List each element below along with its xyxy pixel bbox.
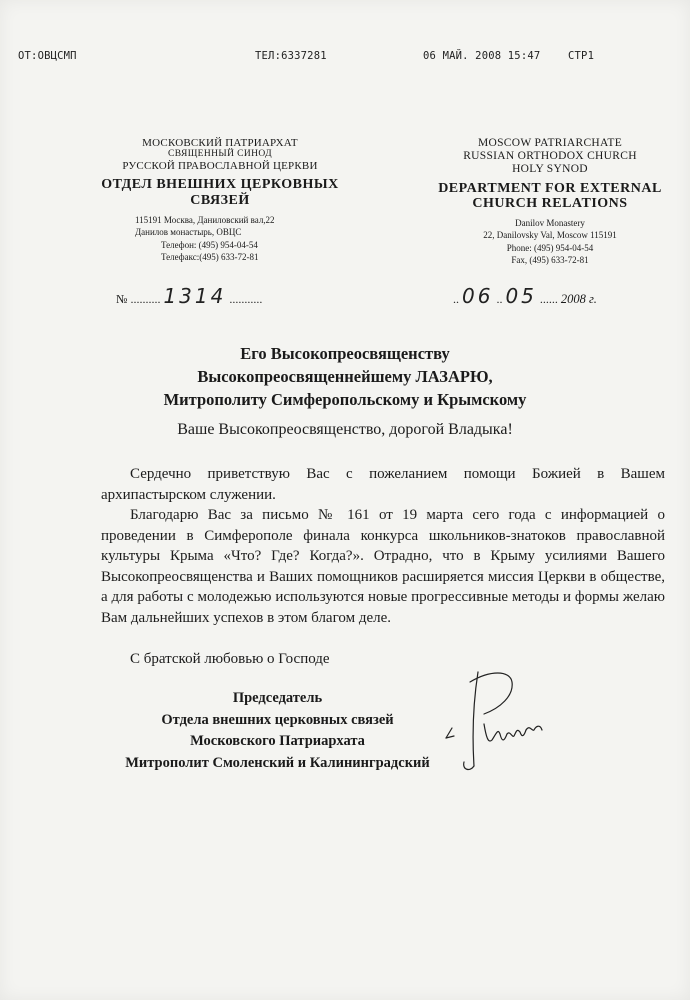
signatory-name: Митрополит Смоленский и Калининградский [125,754,430,771]
reference-number-label: № [116,292,128,306]
reference-dots-2: ........... [229,292,263,306]
letterhead-ru-line1: МОСКОВСКИЙ ПАТРИАРХАТ [142,137,298,149]
reference-date-dots-1: .. [453,292,459,306]
fax-page-number: СТР1 [568,50,595,62]
letterhead-en-fax: Fax, (495) 633-72-81 [511,255,589,266]
reference-date-day: 06 [462,284,494,308]
signatory-department: Отдела внешних церковных связей [161,711,394,728]
letterhead-en-line1: MOSCOW PATRIARCHATE [477,137,623,149]
reference-dots-1: .......... [130,292,161,306]
letterhead-ru-address [135,214,335,264]
letterhead-en-addr1: Danilov Monastery [515,218,585,228]
letterhead-en-addr2: 22, Danilovsky Val, Moscow 115191 [483,230,617,241]
body-paragraph-1: Сердечно приветствую Вас с пожеланием помощи Божией в Вашем архипастырском служении. [101,466,665,503]
letterhead-ru-phone: Телефон: (495) 954-04-54 [161,239,258,250]
fax-phone: ТЕЛ:6337281 [255,50,327,62]
reference-date-dots-2: .. [496,292,503,306]
letterhead-en-dept-line1: DEPARTMENT FOR EXTERNAL [438,180,662,196]
letterhead-en-phone: Phone: (495) 954-04-54 [506,242,594,253]
letterhead-en-department [435,181,665,212]
letterhead-ru-line2: СВЯЩЕННЫЙ СИНОД [167,149,273,160]
body-paragraph-2: Благодарю Вас за письмо № 161 от 19 марта сего года с информацией о проведении в Симферополе финала конкурса школьников-знатоков православной культуры Крыма «Что? Где? Когда?». Отрадно, что в Крыму усилиями Вашего Высокопреосвященства и Ваших помощников расширяется миссия Церкви в обществе, а для работы с молодежью используются новые прогрессивные методы и формы желаю Вам дальнейших успехов в этом благом деле. [101,507,665,626]
letterhead-ru-addr2: Данилов монастырь, ОВЦС [135,227,242,238]
reference-date-year: 2008 г. [560,292,597,306]
fax-sender-id: ОТ:ОВЦСМП [18,50,77,62]
signature-block [85,688,470,774]
addressee-line3: Митрополиту Симферопольскому и Крымскому [163,390,527,409]
letterhead-en-dept-line2: CHURCH RELATIONS [472,196,628,212]
signatory-title: Председатель [232,690,323,706]
letterhead-en-address [445,217,655,267]
letter-body [101,464,665,628]
fax-datetime: 06 МАЙ. 2008 15:47 [423,50,541,62]
letterhead-ru-dept-line1: ОТДЕЛ ВНЕШНИХ ЦЕРКОВНЫХ [101,177,339,193]
letterhead-en-line2: RUSSIAN ORTHODOX CHURCH [463,149,637,162]
salutation: Ваше Высокопреосвященство, дорогой Владыка! [177,421,513,438]
letterhead-ru-dept-line2: СВЯЗЕЙ [190,192,250,208]
reference-date-dots-3: ...... [539,292,558,306]
signatory-patriarchate: Московского Патриархата [190,733,365,749]
letterhead-en-line3: HOLY SYNOD [512,162,588,175]
reference-date [453,284,597,308]
letterhead-english [435,137,665,211]
addressee-line1: Его Высокопреосвященству [240,344,450,363]
reference-date-month: 05 [505,284,537,308]
letterhead-ru-fax: Телефакс:(495) 633-72-81 [161,252,259,263]
letterhead-russian [95,137,345,208]
addressee-block [0,342,690,411]
addressee-line2: Высокопреосвященнейшему ЛАЗАРЮ, [197,367,493,386]
reference-number-value: 1314 [163,284,227,308]
reference-number [116,284,262,308]
letterhead-ru-line3: РУССКОЙ ПРАВОСЛАВНОЙ ЦЕРКВИ [122,159,318,172]
closing-phrase: С братской любовью о Господе [130,651,330,667]
letterhead-ru-department [95,177,345,208]
letterhead-ru-addr1: 115191 Москва, Даниловский вал,22 [135,215,275,225]
handwritten-signature [440,664,565,779]
